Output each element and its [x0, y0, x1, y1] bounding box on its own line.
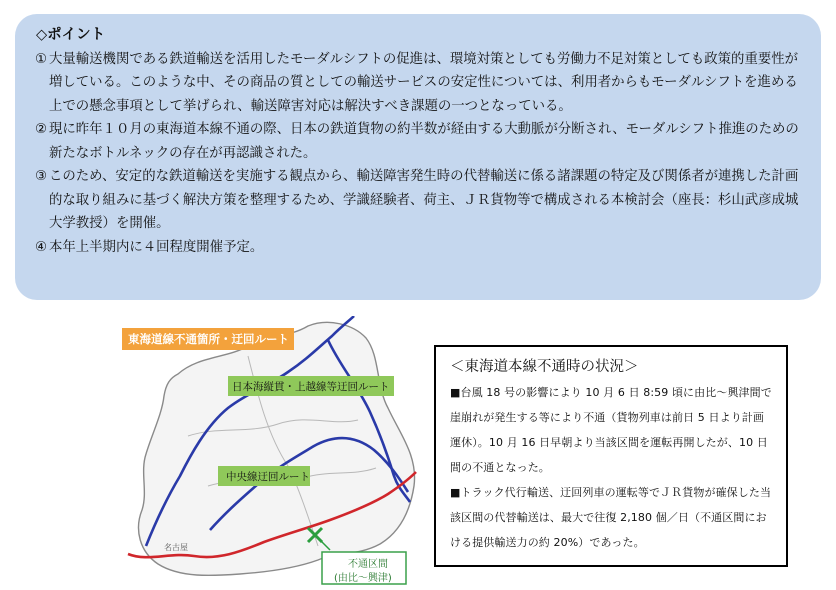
point-item-4 [35, 236, 801, 260]
point-item-number: ④ [35, 239, 48, 255]
chuo-route-label: 中央線迂回ルート [226, 471, 310, 483]
point-item-text: このため、安定的な鉄道輸送を実施する観点から、輸送障害発生時の代替輸送に係る諸課題の特定及び関係者が連携した計画的な取り組みに基づく解決方策を整理するため、学識経験者、荷主、ＪＲ貨物等で構成される本検討会（座長：杉山武彦成城大学教授）を開催。 [49, 169, 799, 231]
point-item-number: ② [35, 122, 48, 137]
point-item-number: ③ [35, 169, 48, 184]
status-paragraph-1: ■台風 18 号の影響により 10 月 6 日 8:59 頃に由比～興津間で崖崩れが発生する等により不通（貨物列車は前日 5 日より計画運休）。10 月 16 日早朝より当該区間を運転再開したが、10 日間の不通となった。 [450, 386, 772, 474]
closed-section-label-1: 不通区間 [348, 559, 388, 570]
status-box [434, 345, 788, 567]
route-map-graphic [118, 316, 418, 586]
point-item-1 [35, 48, 801, 119]
point-item-number: ① [35, 51, 48, 67]
point-item-text: 現に昨年１０月の東海道本線不通の際、日本の鉄道貨物の約半数が経由する大動脈が分断され、モーダルシフト推進のための新たなボトルネックの存在が再認識された。 [49, 122, 799, 161]
point-summary-box [15, 14, 821, 300]
nagoya-label: 名古屋 [164, 543, 188, 552]
status-title: ＜東海道本線不通時の状況＞ [450, 359, 639, 375]
route-map [118, 316, 418, 586]
status-paragraph-2: ■トラック代行輸送、迂回列車の運転等でＪＲ貨物が確保した当該区間の代替輸送は、最大で往復 2,180 個／日（不通区間における提供輸送力の約 20%）であった。 [450, 486, 772, 549]
point-item-3 [35, 165, 801, 236]
point-item-text: 本年上半期内に４回程度開催予定。 [49, 239, 264, 255]
point-item-2 [35, 118, 801, 165]
legend-title: 東海道線不通箇所・迂回ルート [128, 332, 289, 346]
point-heading: ◇ポイント [36, 27, 106, 43]
nihonkai-route-label: 日本海縦貫・上越線等迂回ルート [232, 381, 390, 393]
closed-section-label-2: (由比～興津) [334, 573, 392, 584]
point-item-text: 大量輸送機関である鉄道輸送を活用したモーダルシフトの促進は、環境対策としても労働力不足対策としても政策的重要性が増している。このような中、その商品の質としての輸送サービスの安定性については、利用者からもモーダルシフトを進める上での懸念事項として挙げられ、輸送障害対応は解決すべき課題の一つとなっている。 [49, 51, 798, 114]
